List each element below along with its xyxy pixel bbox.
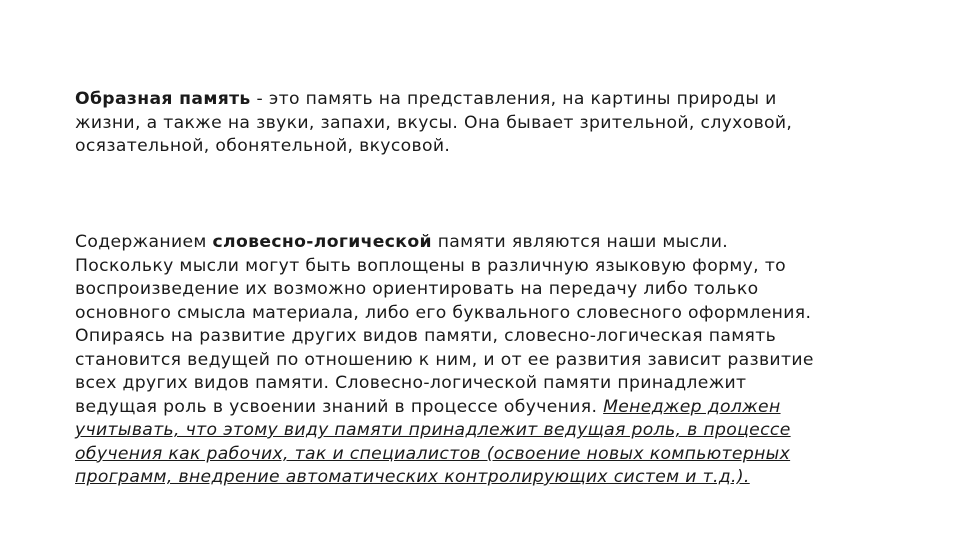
text-segment: памяти являются наши мысли. bbox=[431, 232, 729, 252]
text-line bbox=[75, 396, 905, 420]
text-line: Поскольку мысли могут быть воплощены в различную языковую форму, то bbox=[75, 255, 787, 276]
manager-note: учитывать, что этому виду памяти принадлежит ведущая роль, в процессе bbox=[75, 420, 791, 440]
term-verbal-logical: словесно-логической bbox=[212, 232, 432, 252]
text-line: осязательной, обонятельной, вкусовой. bbox=[75, 136, 451, 156]
text-line bbox=[75, 231, 905, 255]
paragraph-figurative-memory bbox=[75, 88, 905, 159]
text-line: всех других видов памяти. Словесно-логической памяти принадлежит bbox=[75, 373, 747, 393]
manager-note: программ, внедрение автоматических контролирующих систем и т.д.). bbox=[75, 467, 750, 487]
text-line: жизни, а также на звуки, запахи, вкусы. Она бывает зрительной, слуховой, bbox=[75, 112, 793, 133]
text-segment: ведущая роль в усвоении знаний в процессе обучения. bbox=[75, 396, 604, 417]
text-line: воспроизведение их возможно ориентировать на передачу либо только bbox=[75, 279, 759, 299]
paragraph-verbal-logical-memory bbox=[75, 231, 905, 490]
manager-note: обучения как рабочих, так и специалистов (освоение новых компьютерных bbox=[75, 443, 791, 464]
text-segment: - это память на представления, на картины природы и bbox=[250, 89, 777, 109]
manager-note: Менеджер должен bbox=[603, 396, 781, 417]
text-line: Опираясь на развитие других видов памяти, словесно-логическая память bbox=[75, 326, 777, 346]
text-line: основного смысла материала, либо его буквального словесного оформления. bbox=[75, 302, 812, 323]
term-figurative-memory: Образная память bbox=[75, 89, 251, 109]
text-line: становится ведущей по отношению к ним, и от ее развития зависит развитие bbox=[75, 349, 814, 370]
text-segment: Содержанием bbox=[75, 232, 213, 252]
text-line bbox=[75, 88, 905, 112]
